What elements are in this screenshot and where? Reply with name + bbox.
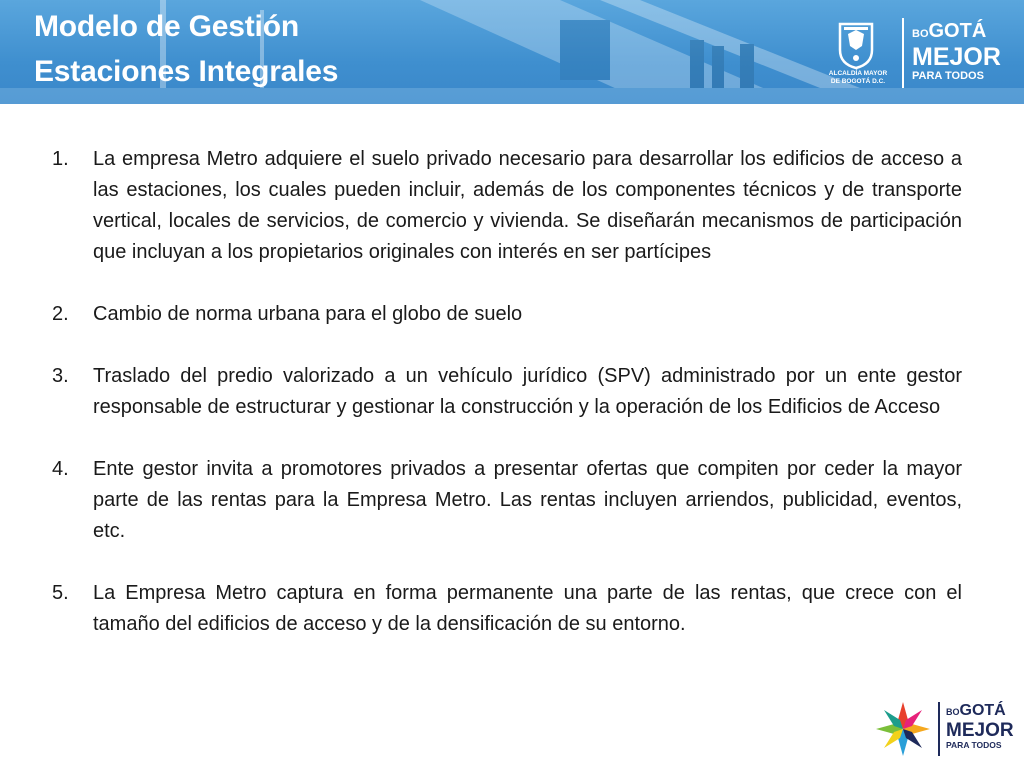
list-item-text: La Empresa Metro captura en forma permanente una parte de las rentas, que crece con el tamaño del edificios de acceso y de la densificación de su entorno.	[93, 582, 962, 635]
list-item-number: 2.	[52, 303, 69, 325]
title-line-1: Modelo de Gestión	[34, 10, 299, 43]
bogota-word	[912, 20, 1001, 45]
bogota-logo-footer	[874, 696, 1020, 764]
list-item	[52, 299, 962, 330]
list-item-text: Traslado del predio valorizado a un vehículo jurídico (SPV) administrado por un ente gestor responsable de estructurar y gestionar la construcción y la operación de los Edificios de Acceso	[93, 365, 962, 418]
list-item	[52, 144, 962, 268]
bogota-logo-header	[822, 14, 1012, 94]
list-item-text: La empresa Metro adquiere el suelo privado necesario para desarrollar los edificios de acceso a las estaciones, los cuales pueden incluir, además de los componentes técnicos y de transporte vertical, locales de servicios, de comercio y vivienda. Se diseñarán mecanismos de participación que incluyan a los propietarios originales con interés en ser partícipes	[93, 148, 962, 263]
page-title	[34, 4, 338, 94]
header-band	[0, 0, 1024, 104]
para-todos-word: PARA TODOS	[912, 70, 984, 82]
alcaldia-line-2: DE BOGOTÁ D.C.	[830, 78, 886, 85]
list-item-text: Ente gestor invita a promotores privados a presentar ofertas que compiten por ceder la mayor parte de las rentas para la Empresa Metro. Las rentas incluyen arriendos, publicidad, eventos, etc.	[93, 458, 962, 542]
list-item-number: 5.	[52, 582, 69, 604]
list-item	[52, 454, 962, 547]
bogota-main: GOTÁ	[928, 20, 987, 42]
list-item	[52, 361, 962, 423]
bogota-main: GOTÁ	[959, 702, 1006, 719]
list-item-number: 3.	[52, 365, 69, 387]
mejor-word: MEJOR	[912, 43, 1001, 71]
bogota-mejor-text	[946, 702, 1014, 751]
bogota-word	[946, 702, 1014, 721]
logo-divider	[938, 702, 940, 756]
list-item-number: 4.	[52, 458, 69, 480]
list-item-text: Cambio de norma urbana para el globo de suelo	[93, 303, 523, 325]
title-line-2: Estaciones Integrales	[34, 55, 339, 88]
alcaldia-label	[822, 70, 894, 86]
list-item-number: 1.	[52, 148, 69, 170]
numbered-list	[52, 144, 962, 671]
bogota-star-icon	[874, 700, 932, 758]
para-todos-word: PARA TODOS	[946, 740, 1002, 750]
mejor-word: MEJOR	[946, 720, 1014, 741]
list-item	[52, 578, 962, 640]
bogota-prefix: BO	[946, 707, 960, 717]
logo-divider	[902, 18, 904, 88]
bogota-prefix: BO	[912, 28, 929, 40]
bogota-mejor-text	[912, 20, 1001, 83]
bogota-shield-icon	[836, 20, 876, 70]
alcaldia-line-1: ALCALDÍA MAYOR	[828, 70, 888, 77]
